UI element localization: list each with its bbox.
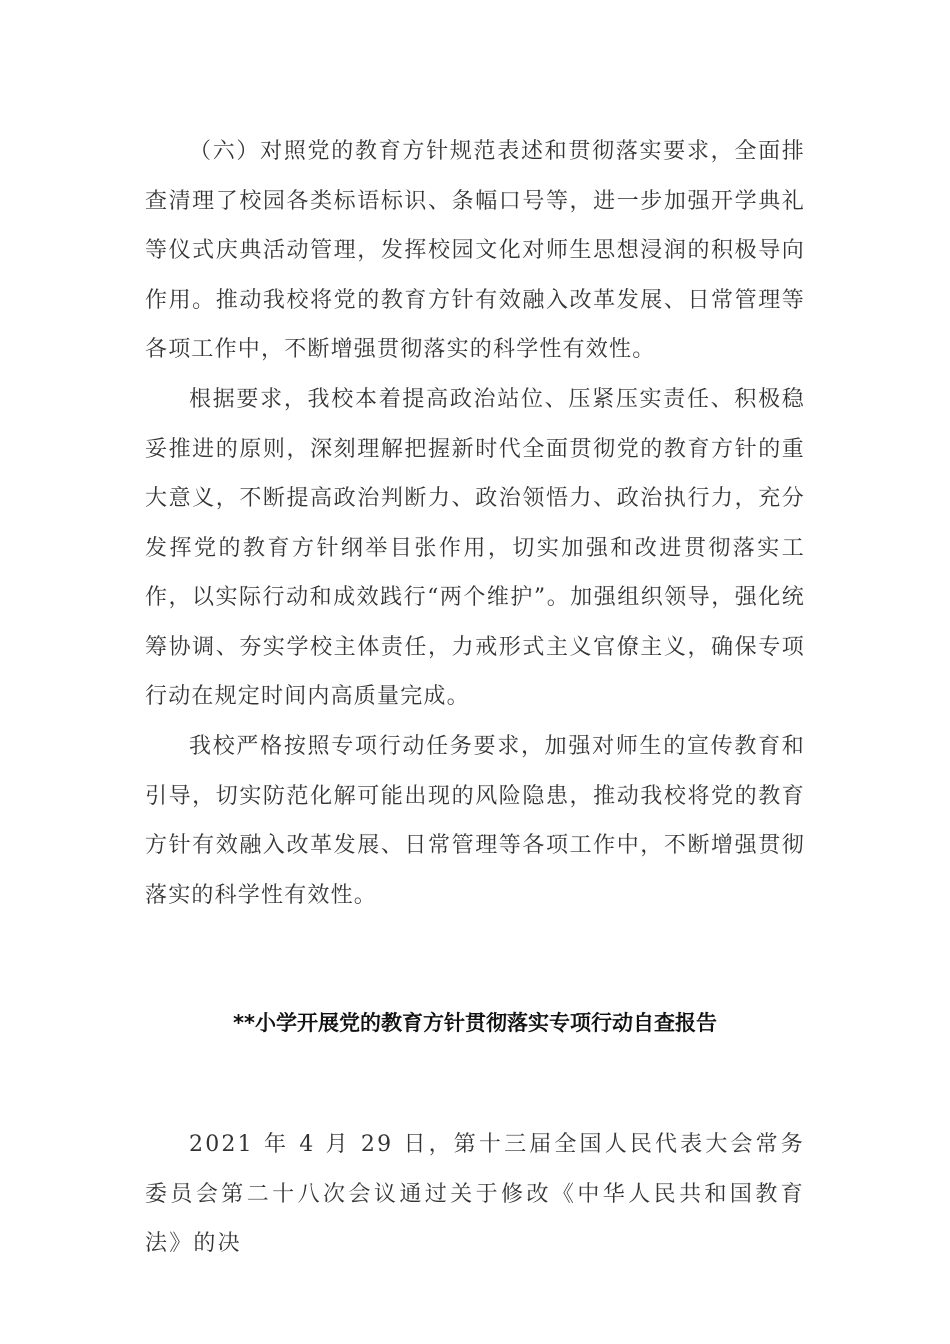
paragraph-implementation: 我校严格按照专项行动任务要求，加强对师生的宣传教育和引导，切实防范化解可能出现的风险隐患，推动我校将党的教育方针有效融入改革发展、日常管理等各项工作中，不断增强贯彻落实的科学性有效性。	[145, 734, 805, 908]
paragraph-education-law: 2021 年 4 月 29 日，第十三届全国人民代表大会常务委员会第二十八次会议通过关于修改《中华人民共和国教育法》的决	[145, 1132, 805, 1256]
paragraph-section-six: （六）对照党的教育方针规范表述和贯彻落实要求，全面排查清理了校园各类标语标识、条幅口号等，进一步加强开学典礼等仪式庆典活动管理，发挥校园文化对师生思想浸润的积极导向作用。推动我校将党的教育方针有效融入改革发展、日常管理等各项工作中，不断增强贯彻落实的科学性有效性。	[145, 139, 805, 362]
report-title: **小学开展党的教育方针贯彻落实专项行动自查报告	[233, 1011, 717, 1035]
paragraph-requirements: 根据要求，我校本着提高政治站位、压紧压实责任、积极稳妥推进的原则，深刻理解把握新时代全面贯彻党的教育方针的重大意义，不断提高政治判断力、政治领悟力、政治执行力，充分发挥党的教育方针纲举目张作用，切实加强和改进贯彻落实工作，以实际行动和成效践行“两个维护”。加强组织领导，强化统筹协调、夯实学校主体责任，力戒形式主义官僚主义，确保专项行动在规定时间内高质量完成。	[145, 387, 805, 709]
